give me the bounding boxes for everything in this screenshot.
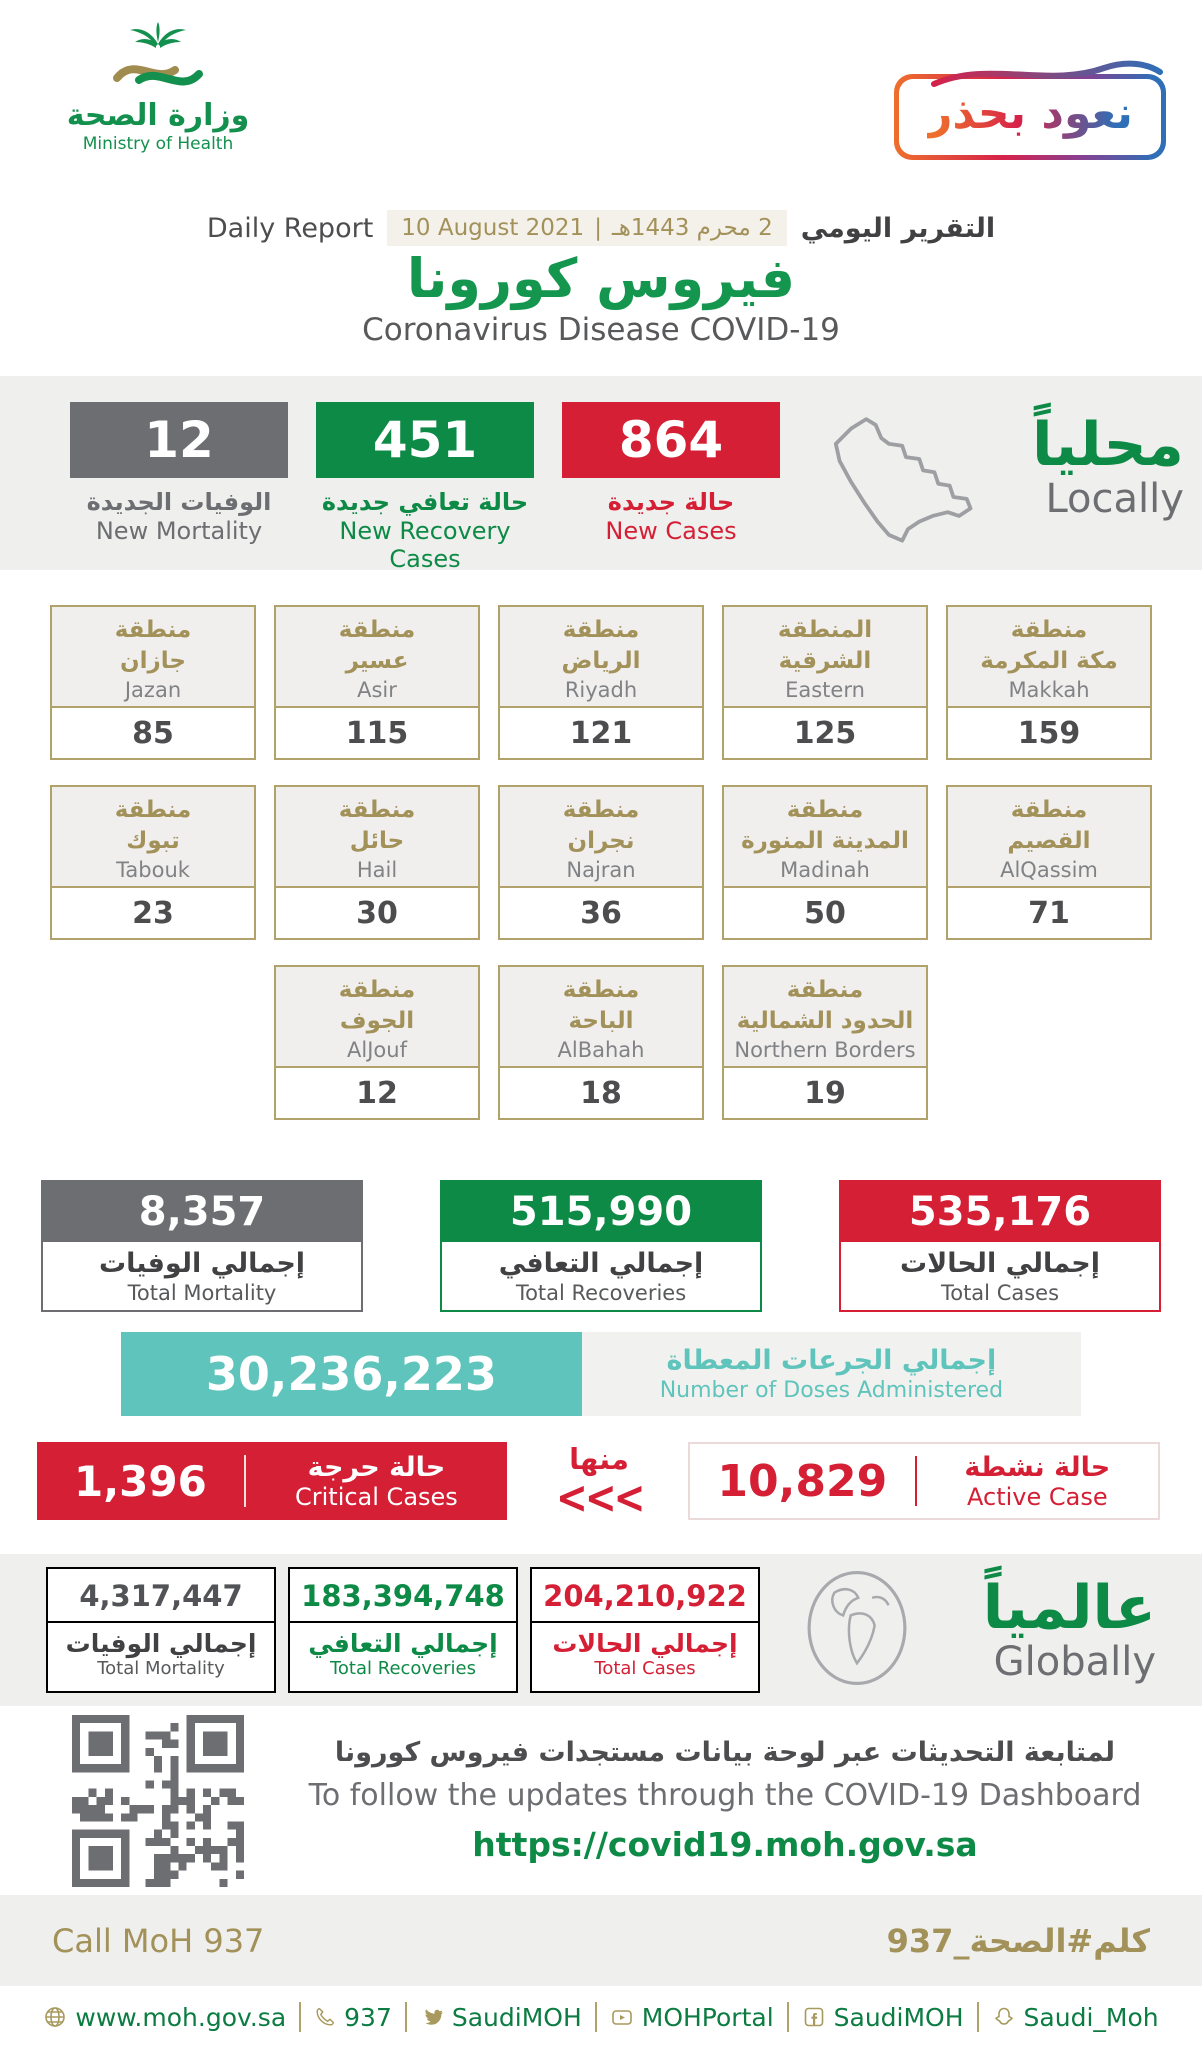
region-name-arabic <box>948 615 1150 677</box>
new-recovery-label-ar: حالة تعافي جديدة <box>321 488 529 517</box>
footer-separator <box>977 2002 979 2032</box>
active-cases-label-en: Active Case <box>967 1482 1108 1511</box>
doses-value: 30,236,223 <box>121 1332 582 1416</box>
locally-heading-ar: محلياً <box>1032 410 1184 481</box>
global-mortality-label-en: Total Mortality <box>97 1658 225 1680</box>
active-cases-box <box>688 1442 1160 1520</box>
locally-heading <box>1032 402 1184 521</box>
total-recoveries-card <box>440 1180 762 1312</box>
region-card-tabouk <box>50 785 256 940</box>
region-card-najran <box>498 785 704 940</box>
header <box>0 0 1202 170</box>
global-mortality-label-ar: إجمالي الوفيات <box>65 1629 257 1659</box>
region-name-english: AlBahah <box>557 1038 645 1063</box>
new-recovery-value: 451 <box>316 402 534 478</box>
region-row-2 <box>41 785 1161 940</box>
footer-label: 937 <box>344 2002 392 2032</box>
global-cases-label-ar: إجمالي الحالات <box>552 1629 738 1659</box>
region-name-arabic <box>724 795 926 857</box>
region-case-count: 159 <box>948 706 1150 758</box>
of-which-indicator <box>556 1442 643 1525</box>
region-card-hail <box>274 785 480 940</box>
moh-logo <box>58 22 258 154</box>
total-recoveries-label-ar: إجمالي التعافي <box>498 1248 704 1280</box>
region-case-count: 12 <box>276 1066 478 1118</box>
region-ar-line1: منطقة <box>338 977 416 1004</box>
region-ar-line2: المدينة المنورة <box>741 828 909 855</box>
region-card-albahah <box>498 965 704 1120</box>
region-ar-line2: تبوك <box>126 828 180 855</box>
region-ar-line2: نجران <box>567 828 635 855</box>
report-title-row <box>0 208 1202 248</box>
region-card-header <box>724 787 926 886</box>
global-recoveries-label-en: Total Recoveries <box>329 1658 477 1680</box>
region-ar-line1: منطقة <box>562 617 640 644</box>
report-date-box <box>387 210 786 246</box>
doses-label <box>582 1332 1081 1416</box>
total-cases-label-ar: إجمالي الحالات <box>899 1248 1101 1280</box>
new-cases-stat <box>562 402 780 545</box>
total-mortality-label-ar: إجمالي الوفيات <box>98 1248 306 1280</box>
region-case-count: 18 <box>500 1066 702 1118</box>
region-name-arabic <box>948 795 1150 857</box>
badge-swoosh-icon <box>928 58 1164 92</box>
region-name-arabic <box>52 615 254 677</box>
footer-separator <box>405 2002 407 2032</box>
daily-report-english: Daily Report <box>206 212 374 244</box>
footer-item-twitter[interactable] <box>420 2003 582 2032</box>
globally-heading-en: Globally <box>993 1638 1156 1685</box>
region-name-english: AlJouf <box>347 1038 407 1063</box>
twitter-icon <box>420 2005 444 2029</box>
region-row-3 <box>41 965 1161 1120</box>
region-card-header <box>724 967 926 1066</box>
new-mortality-label-en: New Mortality <box>95 517 263 546</box>
total-cases-value: 535,176 <box>841 1182 1159 1242</box>
footer-item-facebook[interactable] <box>802 2003 964 2032</box>
region-name-arabic <box>500 975 702 1037</box>
region-ar-line1: منطقة <box>338 617 416 644</box>
region-ar-line1: منطقة <box>562 797 640 824</box>
region-name-arabic <box>724 975 926 1037</box>
region-case-count: 36 <box>500 886 702 938</box>
critical-active-row <box>0 1442 1202 1538</box>
new-recovery-stat <box>316 402 534 573</box>
youtube-icon <box>610 2005 634 2029</box>
report-date-hijri: 2 محرم 1443هـ <box>611 215 773 241</box>
region-ar-line2: القصيم <box>1007 828 1091 855</box>
region-case-count: 121 <box>500 706 702 758</box>
total-mortality-label-en: Total Mortality <box>127 1281 277 1306</box>
region-ar-line1: منطقة <box>1010 797 1088 824</box>
footer-links <box>0 1986 1202 2048</box>
region-card-header <box>500 967 702 1066</box>
region-card-madinah <box>722 785 928 940</box>
region-ar-line1: منطقة <box>786 977 864 1004</box>
chevrons-left-icon: <<< <box>556 1471 643 1525</box>
of-which-label: منها <box>569 1442 629 1477</box>
facebook-icon <box>802 2005 826 2029</box>
report-date-separator: | <box>594 215 602 241</box>
badge-text: نعود بحذر <box>927 92 1133 142</box>
globe-icon <box>794 1565 920 1695</box>
footer-separator <box>595 2002 597 2032</box>
doses-label-en: Number of Doses Administered <box>659 1378 1004 1404</box>
region-case-count: 30 <box>276 886 478 938</box>
new-mortality-value: 12 <box>70 402 288 478</box>
region-case-count: 19 <box>724 1066 926 1118</box>
region-ar-line1: منطقة <box>114 797 192 824</box>
locally-heading-en: Locally <box>1045 476 1184 523</box>
dashboard-line-ar: لمتابعة التحديثات عبر لوحة بيانات مستجدات فيروس كورونا <box>334 1737 1116 1769</box>
critical-cases-labels <box>246 1452 507 1511</box>
locally-section <box>0 376 1202 574</box>
global-cases-value: 204,210,922 <box>543 1579 747 1614</box>
region-name-english: Tabouk <box>116 858 190 883</box>
footer-label: SaudiMOH <box>451 2002 582 2032</box>
region-name-english: Riyadh <box>564 678 638 703</box>
region-ar-line1: منطقة <box>1010 617 1088 644</box>
qr-code <box>72 1715 244 1887</box>
region-case-count: 125 <box>724 706 926 758</box>
divider <box>290 1621 516 1623</box>
global-mortality-card <box>46 1567 276 1693</box>
region-name-arabic <box>276 975 478 1037</box>
new-recovery-label-en: New Recovery Cases <box>339 517 511 574</box>
region-card-alqassim <box>946 785 1152 940</box>
footer-item-youtube[interactable] <box>610 2003 774 2032</box>
global-mortality-value: 4,317,447 <box>79 1579 243 1614</box>
report-date-gregorian: 10 August 2021 <box>401 215 585 241</box>
region-card-header <box>52 787 254 886</box>
logo-arabic-name: وزارة الصحة <box>66 98 250 133</box>
region-ar-line1: المنطقة <box>777 617 873 644</box>
region-card-header <box>276 967 478 1066</box>
region-ar-line2: الشرقية <box>778 648 872 675</box>
doses-label-ar: إجمالي الجرعات المعطاة <box>666 1345 997 1377</box>
new-mortality-label-ar: الوفيات الجديدة <box>86 488 272 517</box>
footer-separator <box>299 2002 301 2032</box>
region-ar-line2: مكة المكرمة <box>980 648 1118 675</box>
region-card-header <box>276 787 478 886</box>
region-card-header <box>948 787 1150 886</box>
global-recoveries-value: 183,394,748 <box>301 1579 505 1614</box>
critical-cases-box <box>37 1442 507 1520</box>
globally-heading <box>920 1572 1164 1685</box>
region-case-count: 71 <box>948 886 1150 938</box>
region-card-northern-borders <box>722 965 928 1120</box>
region-ar-line2: الجوف <box>339 1008 415 1035</box>
region-name-arabic <box>52 795 254 857</box>
snapchat-icon <box>992 2005 1016 2029</box>
new-cases-value: 864 <box>562 402 780 478</box>
footer-separator <box>787 2002 789 2032</box>
region-card-eastern <box>722 605 928 760</box>
dashboard-text <box>288 1737 1162 1864</box>
globe-icon <box>43 2005 67 2029</box>
critical-cases-value: 1,396 <box>73 1456 207 1506</box>
global-recoveries-card <box>288 1567 518 1693</box>
region-case-count: 85 <box>52 706 254 758</box>
active-cases-value: 10,829 <box>717 1455 888 1507</box>
daily-report-arabic: التقرير اليومي <box>800 212 996 244</box>
region-name-english: Najran <box>566 858 636 883</box>
total-cases-card <box>839 1180 1161 1312</box>
total-mortality-card <box>41 1180 363 1312</box>
region-name-english: Northern Borders <box>734 1038 916 1063</box>
region-name-arabic <box>276 795 478 857</box>
region-row-1 <box>41 605 1161 760</box>
active-cases-labels <box>917 1452 1158 1511</box>
divider <box>48 1621 274 1623</box>
region-card-header <box>500 787 702 886</box>
region-ar-line1: منطقة <box>338 797 416 824</box>
global-cases-card <box>530 1567 760 1693</box>
page-title-arabic: فيروس كورونا <box>406 247 796 310</box>
logo-english-name: Ministry of Health <box>82 133 234 154</box>
region-case-count: 115 <box>276 706 478 758</box>
region-name-english: Makkah <box>1008 678 1090 703</box>
region-card-jazan <box>50 605 256 760</box>
total-recoveries-label-en: Total Recoveries <box>515 1281 687 1306</box>
region-ar-line2: عسير <box>345 648 409 675</box>
region-ar-line2: الحدود الشمالية <box>736 1008 914 1035</box>
new-mortality-stat <box>70 402 288 545</box>
footer-item-phone[interactable] <box>314 2003 392 2032</box>
region-name-arabic <box>276 615 478 677</box>
total-recoveries-value: 515,990 <box>442 1182 760 1242</box>
globally-section <box>0 1554 1202 1706</box>
call-moh-hashtag-arabic: كلم#الصحة_937 <box>886 1921 1150 1960</box>
global-recoveries-label-ar: إجمالي التعافي <box>308 1629 498 1659</box>
region-case-count: 23 <box>52 886 254 938</box>
footer-label: Saudi_Moh <box>1023 2002 1159 2032</box>
critical-cases-label-en: Critical Cases <box>294 1482 458 1511</box>
region-card-riyadh <box>498 605 704 760</box>
region-ar-line1: منطقة <box>114 617 192 644</box>
dashboard-section <box>0 1706 1202 1895</box>
region-name-arabic <box>500 615 702 677</box>
new-cases-label-ar: حالة جديدة <box>607 488 735 517</box>
saudi-map-icon <box>808 402 1004 556</box>
globally-heading-ar: عالمياً <box>982 1572 1156 1643</box>
region-card-header <box>52 607 254 706</box>
return-with-caution-badge <box>894 74 1166 160</box>
dashboard-line-en: To follow the updates through the COVID-19 Dashboard <box>308 1778 1142 1814</box>
region-ar-line1: منطقة <box>786 797 864 824</box>
dashboard-url-link[interactable]: https://covid19.moh.gov.sa <box>472 1825 978 1865</box>
footer-label: www.moh.gov.sa <box>75 2002 287 2032</box>
region-name-arabic <box>724 615 926 677</box>
region-ar-line2: جازان <box>120 648 186 675</box>
total-mortality-value: 8,357 <box>43 1182 361 1242</box>
moh-logo-icon <box>95 22 221 96</box>
doses-administered-bar <box>121 1332 1081 1416</box>
region-name-english: Madinah <box>780 858 870 883</box>
region-ar-line1: منطقة <box>562 977 640 1004</box>
region-name-english: Jazan <box>124 678 182 703</box>
new-cases-label-en: New Cases <box>605 517 737 546</box>
page-title-english: Coronavirus Disease COVID-19 <box>362 312 840 349</box>
region-ar-line2: الرياض <box>561 648 641 675</box>
region-name-english: Asir <box>357 678 397 703</box>
call-strip <box>0 1895 1202 1986</box>
footer-item-snapchat[interactable] <box>992 2003 1159 2032</box>
local-totals-row <box>41 1180 1161 1312</box>
footer-label: SaudiMOH <box>833 2002 964 2032</box>
region-card-asir <box>274 605 480 760</box>
phone-icon <box>314 2006 336 2028</box>
active-cases-label-ar: حالة نشطة <box>964 1451 1111 1483</box>
region-card-makkah <box>946 605 1152 760</box>
region-card-aljouf <box>274 965 480 1120</box>
region-ar-line2: حائل <box>349 828 405 855</box>
region-card-header <box>948 607 1150 706</box>
region-card-header <box>500 607 702 706</box>
call-moh-english: Call MoH 937 <box>52 1921 265 1960</box>
region-card-header <box>724 607 926 706</box>
region-name-english: Hail <box>356 858 398 883</box>
region-name-english: AlQassim <box>1000 858 1098 883</box>
total-cases-label-en: Total Cases <box>940 1281 1060 1306</box>
divider <box>532 1621 758 1623</box>
footer-label: MOHPortal <box>641 2002 774 2032</box>
region-ar-line2: الباحة <box>568 1008 634 1035</box>
region-name-arabic <box>500 795 702 857</box>
global-cases-label-en: Total Cases <box>594 1658 696 1680</box>
critical-cases-label-ar: حالة حرجة <box>307 1451 446 1483</box>
footer-item-website[interactable] <box>43 2003 286 2032</box>
regions-grid <box>41 605 1161 1145</box>
region-case-count: 50 <box>724 886 926 938</box>
region-card-header <box>276 607 478 706</box>
region-name-english: Eastern <box>785 678 865 703</box>
